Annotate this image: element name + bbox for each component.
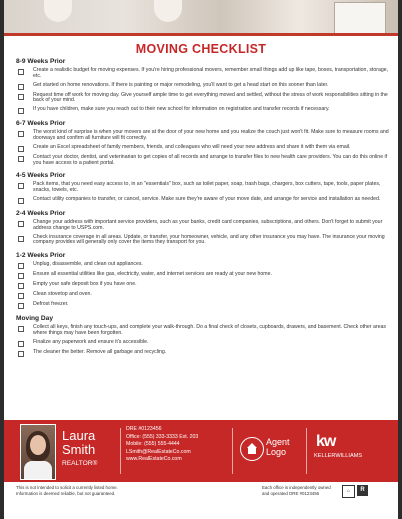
- checklist-item-text: Contact utility companies to transfer, or cancel, service. Make sure they're aware of your move date, and arrange for service and installation as needed.: [33, 195, 381, 202]
- checkbox[interactable]: [18, 108, 24, 114]
- checkbox[interactable]: [18, 221, 24, 227]
- checklist-item: [16, 282, 392, 289]
- agent-logo-icon: [240, 437, 264, 461]
- checklist-section: [16, 58, 392, 114]
- agent-mobile-phone: Mobile: (555) 555-4444: [126, 441, 180, 448]
- checkbox[interactable]: [18, 156, 24, 162]
- checklist-item: [16, 145, 392, 152]
- checklist-item-text: Get started on home renovations. If there is painting or major remodeling, you'll want to get a head start on this sooner than later.: [33, 81, 329, 88]
- checklist-item-text: Unplug, disassemble, and clean out appliances.: [33, 261, 143, 268]
- lamp-icon: [44, 0, 72, 22]
- checkbox[interactable]: [18, 94, 24, 100]
- checklist-item: [16, 182, 392, 194]
- checklist-item-text: Pack items, that you need easy access to, in an "essentials" box, such as toilet paper, soap, trash bags, chargers, box cutters, tape, tools, paper plates, snacks, towels, etc.: [33, 181, 381, 194]
- disclaimer-bar: [4, 482, 398, 519]
- checklist-item-text: Finalize any paperwork and ensure it's accessible.: [33, 338, 149, 345]
- checklist-section: [16, 120, 392, 166]
- checklist-item-text: Empty your safe deposit box if you have one.: [33, 281, 137, 288]
- checklist-item: [16, 107, 392, 114]
- checklist-item: [16, 155, 392, 167]
- checklist-section: [16, 172, 392, 204]
- checklist-item: [16, 262, 392, 269]
- page-title: MOVING CHECKLIST: [135, 42, 267, 56]
- divider: [120, 428, 121, 474]
- checklist-item-text: Contact your doctor, dentist, and veterinarian to get copies of all records and arrange to transfer files to new health care providers. You can do this online if you have access to a patient portal.: [33, 153, 388, 166]
- disclaimer-right: Each office is independently owned and operated DRE #0123456: [262, 485, 331, 496]
- agent-footer: [4, 420, 398, 482]
- checklist-item: [16, 197, 392, 204]
- checkbox[interactable]: [18, 183, 24, 189]
- agent-first-name: Laura: [62, 428, 96, 443]
- checklist-section: [16, 210, 392, 246]
- checkbox[interactable]: [18, 326, 24, 332]
- checklist-item: [16, 220, 392, 232]
- checklist-item: [16, 350, 392, 357]
- checkbox[interactable]: [18, 84, 24, 90]
- checkbox[interactable]: [18, 283, 24, 289]
- checklist-item: [16, 325, 392, 337]
- checkbox[interactable]: [18, 69, 24, 75]
- section-heading: 8-9 Weeks Prior: [16, 58, 66, 65]
- section-heading: 2-4 Weeks Prior: [16, 209, 66, 217]
- checklist-item: [16, 93, 392, 105]
- checklist-item: [16, 235, 392, 247]
- agent-last-name: Smith: [62, 442, 96, 457]
- disclaimer-left: This is not intended to solicit a currently listed home. Information is deemed reliable, but not guaranteed.: [16, 485, 118, 496]
- section-heading: 1-2 Weeks Prior: [16, 252, 66, 260]
- agent-logo-text: Agent Logo: [266, 437, 290, 457]
- section-heading: Moving Day: [16, 315, 54, 323]
- checklist-item-text: Change your address with important service providers, such as your banks, credit card companies, subscriptions, and others. Don't forget to submit your address change to USPS.com.: [33, 218, 383, 231]
- realtor-icon: R: [357, 485, 368, 496]
- lamp-icon: [154, 0, 182, 22]
- header-photo: [4, 0, 398, 36]
- checkbox[interactable]: [18, 341, 24, 347]
- agent-name: [62, 429, 95, 457]
- checklist-item-text: Create an Excel spreadsheet of family members, friends, and colleagues who will need your new address and share it with them via email.: [33, 143, 351, 150]
- checklist-item: [16, 83, 392, 90]
- checklist-item-text: If you have children, make sure you reach out to their new school for information on registration and transfer records if necessary.: [33, 106, 330, 113]
- checklist-item: [16, 130, 392, 142]
- section-heading: 6-7 Weeks Prior: [16, 120, 66, 128]
- agent-title: REALTOR®: [62, 460, 98, 467]
- checklist-item-text: Collect all keys, finish any touch-ups, and complete your walk-through. Do a final check of closets, cupboards, drawers, and basement. Check other areas where things may have been forgotten.: [33, 324, 386, 336]
- checklist-item: [16, 292, 392, 299]
- checklist-item-text: Check insurance coverage in all areas. Update, or transfer, your homeowner, vehicle, and any other insurance you may have. The insurance your moving company provides will generally only cover the items they transport for you.: [33, 233, 385, 246]
- checklist-item-text: Clean stovetop and oven.: [33, 291, 92, 298]
- checklist-section: [16, 252, 392, 309]
- checklist-page: [4, 0, 398, 519]
- checkbox[interactable]: [18, 131, 24, 137]
- checklist-item: [16, 272, 392, 279]
- checklist-item-text: Ensure all essential utilities like gas, electricity, water, and internet services are ready at your new home.: [33, 271, 272, 278]
- equal-housing-icon: ⌂: [342, 485, 355, 498]
- checkbox[interactable]: [18, 236, 24, 242]
- brokerage-logo: kw: [316, 433, 336, 450]
- checklist-item-text: The worst kind of surprise is when your movers are at the door of your new home and you realize the couch just won't fit. Make sure to measure rooms and doorways and confirm all furniture will fit correctly.: [33, 129, 389, 141]
- checklist-item: [16, 68, 392, 80]
- divider: [232, 428, 233, 474]
- agent-email: LSmith@RealEstateCo.com: [126, 448, 191, 455]
- checklist-item-text: Defrost freezer.: [33, 301, 69, 308]
- checklist-item-text: Request time off work for moving day. Give yourself ample time to get everything moved and settled, without the stress of work responsibilities sitting in the back of your mind.: [33, 91, 388, 104]
- agent-license: DRE #0123456: [126, 426, 162, 432]
- checklist-section: [16, 315, 392, 357]
- checklist-item-text: The cleaner the better. Remove all garbage and recycling.: [33, 348, 167, 355]
- checklist-item-text: Create a realistic budget for moving expenses. If you're hiring professional movers, remember small things add up like tape, boxes, transportation, storage, etc.: [33, 67, 389, 79]
- header-accent-bar: [4, 33, 398, 36]
- checklist-content: [16, 58, 392, 363]
- checklist-item: [16, 340, 392, 347]
- agent-office-phone: Office: (555) 333-3333 Ext. 203: [126, 433, 199, 440]
- checkbox[interactable]: [18, 146, 24, 152]
- divider: [306, 428, 307, 474]
- checkbox[interactable]: [18, 198, 24, 204]
- checkbox[interactable]: [18, 293, 24, 299]
- checkbox[interactable]: [18, 263, 24, 269]
- window-image: [334, 2, 386, 34]
- brokerage-name: KELLERWILLIAMS: [314, 453, 363, 459]
- checkbox[interactable]: [18, 351, 24, 357]
- agent-photo: [20, 424, 56, 480]
- agent-contact: [126, 426, 198, 464]
- checklist-item: [16, 302, 392, 309]
- checkbox[interactable]: [18, 273, 24, 279]
- agent-website: www.RealEstateCo.com: [126, 456, 182, 463]
- checkbox[interactable]: [18, 303, 24, 309]
- section-heading: 4-5 Weeks Prior: [16, 172, 66, 180]
